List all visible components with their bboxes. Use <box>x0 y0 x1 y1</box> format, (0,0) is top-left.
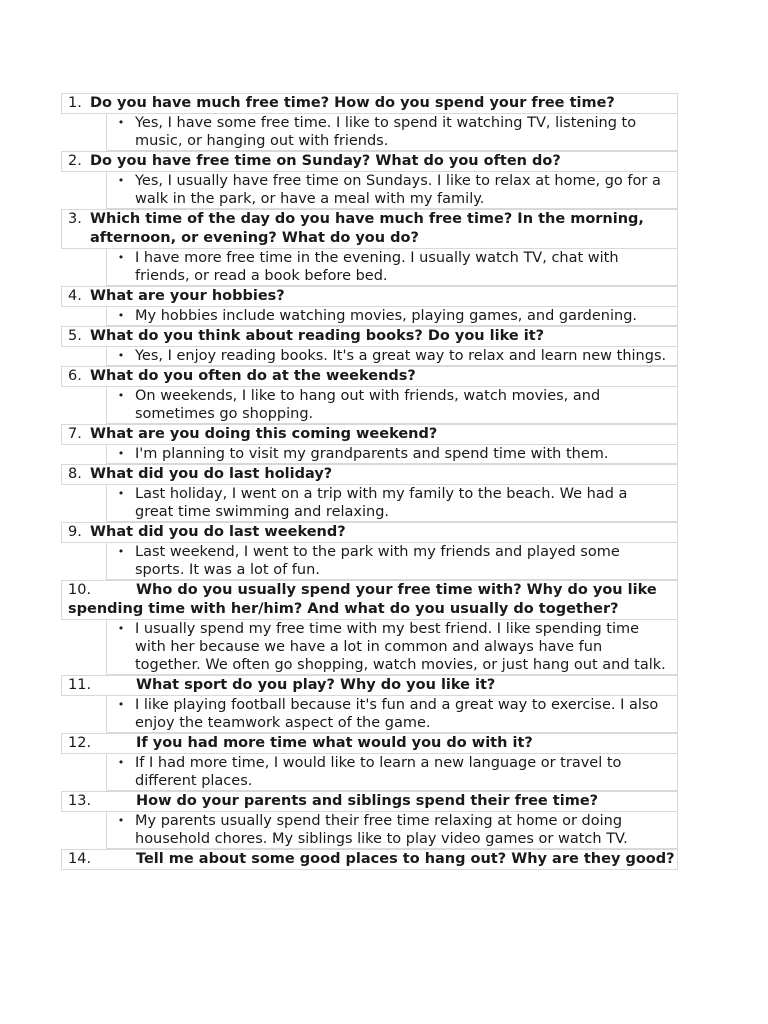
bullet-icon: • <box>117 487 125 500</box>
answer-item <box>106 347 678 366</box>
qa-document <box>61 93 678 870</box>
question-number: 1. <box>68 95 82 111</box>
question-number: 8. <box>68 466 82 482</box>
answer-text: Yes, I usually have free time on Sundays. I like to relax at home, go for a walk in the park, or have a meal with my family. <box>135 173 661 207</box>
question-item <box>61 209 678 249</box>
question-text: Who do you usually spend your free time with? Why do you like spending time with her/him? And what do you usually do together? <box>68 582 657 617</box>
answer-item <box>106 754 678 791</box>
question-item <box>61 464 678 485</box>
question-text: What do you think about reading books? Do you like it? <box>90 328 545 344</box>
bullet-icon: • <box>117 349 125 362</box>
question-item <box>61 93 678 114</box>
answer-text: I'm planning to visit my grandparents and spend time with them. <box>135 446 609 462</box>
answer-text: Last holiday, I went on a trip with my family to the beach. We had a great time swimming and relaxing. <box>135 486 628 520</box>
answer-text: If I had more time, I would like to learn a new language or travel to different places. <box>135 755 622 789</box>
question-text: What did you do last holiday? <box>90 466 333 482</box>
question-text: What are you doing this coming weekend? <box>90 426 438 442</box>
bullet-icon: • <box>117 251 125 264</box>
answer-text: I like playing football because it's fun and a great way to exercise. I also enjoy the teamwork aspect of the game. <box>135 697 659 731</box>
question-number: 11. <box>68 677 92 693</box>
question-item <box>61 522 678 543</box>
question-text: Do you have free time on Sunday? What do you often do? <box>90 153 561 169</box>
question-item <box>61 151 678 172</box>
answer-item <box>106 249 678 286</box>
question-text: Which time of the day do you have much free time? In the morning, afternoon, or evening? What do you do? <box>90 211 644 246</box>
question-text: What did you do last weekend? <box>90 524 346 540</box>
bullet-icon: • <box>117 389 125 402</box>
question-number: 3. <box>68 211 82 227</box>
answer-text: On weekends, I like to hang out with friends, watch movies, and sometimes go shopping. <box>135 388 601 422</box>
answer-item <box>106 307 678 326</box>
answer-text: Yes, I enjoy reading books. It's a great way to relax and learn new things. <box>135 348 667 364</box>
answer-text: My parents usually spend their free time relaxing at home or doing household chores. My siblings like to play video games or watch TV. <box>135 813 628 847</box>
question-item <box>61 791 678 812</box>
bullet-icon: • <box>117 447 125 460</box>
answer-item <box>106 812 678 849</box>
answer-item <box>106 620 678 675</box>
question-text: If you had more time what would you do with it? <box>136 735 533 751</box>
answer-text: I usually spend my free time with my best friend. I like spending time with her because we have a lot in common and always have fun together. We often go shopping, watch movies, or just hang out and talk. <box>135 621 666 673</box>
question-number: 5. <box>68 328 82 344</box>
question-number: 10. <box>68 582 92 598</box>
question-item <box>61 326 678 347</box>
question-number: 4. <box>68 288 82 304</box>
question-text: Tell me about some good places to hang out? Why are they good? <box>136 851 675 867</box>
question-number: 2. <box>68 153 82 169</box>
answer-item <box>106 114 678 151</box>
question-text: Do you have much free time? How do you spend your free time? <box>90 95 615 111</box>
bullet-icon: • <box>117 174 125 187</box>
question-number: 13. <box>68 793 92 809</box>
question-item <box>61 366 678 387</box>
question-number: 9. <box>68 524 82 540</box>
question-number: 7. <box>68 426 82 442</box>
question-number: 6. <box>68 368 82 384</box>
answer-item <box>106 543 678 580</box>
bullet-icon: • <box>117 116 125 129</box>
question-text: What sport do you play? Why do you like it? <box>136 677 496 693</box>
question-item <box>61 424 678 445</box>
question-text: How do your parents and siblings spend their free time? <box>136 793 599 809</box>
question-item <box>61 580 678 620</box>
question-text: What are your hobbies? <box>90 288 285 304</box>
question-number: 12. <box>68 735 92 751</box>
bullet-icon: • <box>117 814 125 827</box>
answer-item <box>106 485 678 522</box>
bullet-icon: • <box>117 545 125 558</box>
bullet-icon: • <box>117 622 125 635</box>
bullet-icon: • <box>117 756 125 769</box>
answer-text: Yes, I have some free time. I like to spend it watching TV, listening to music, or hanging out with friends. <box>135 115 637 149</box>
answer-item <box>106 696 678 733</box>
answer-item <box>106 387 678 424</box>
question-item <box>61 286 678 307</box>
answer-item <box>106 172 678 209</box>
bullet-icon: • <box>117 309 125 322</box>
answer-item <box>106 445 678 464</box>
question-item <box>61 733 678 754</box>
question-text: What do you often do at the weekends? <box>90 368 416 384</box>
question-item <box>61 849 678 870</box>
bullet-icon: • <box>117 698 125 711</box>
question-number: 14. <box>68 851 92 867</box>
answer-text: I have more free time in the evening. I usually watch TV, chat with friends, or read a book before bed. <box>135 250 619 284</box>
question-item <box>61 675 678 696</box>
answer-text: My hobbies include watching movies, playing games, and gardening. <box>135 308 638 324</box>
answer-text: Last weekend, I went to the park with my friends and played some sports. It was a lot of fun. <box>135 544 620 578</box>
